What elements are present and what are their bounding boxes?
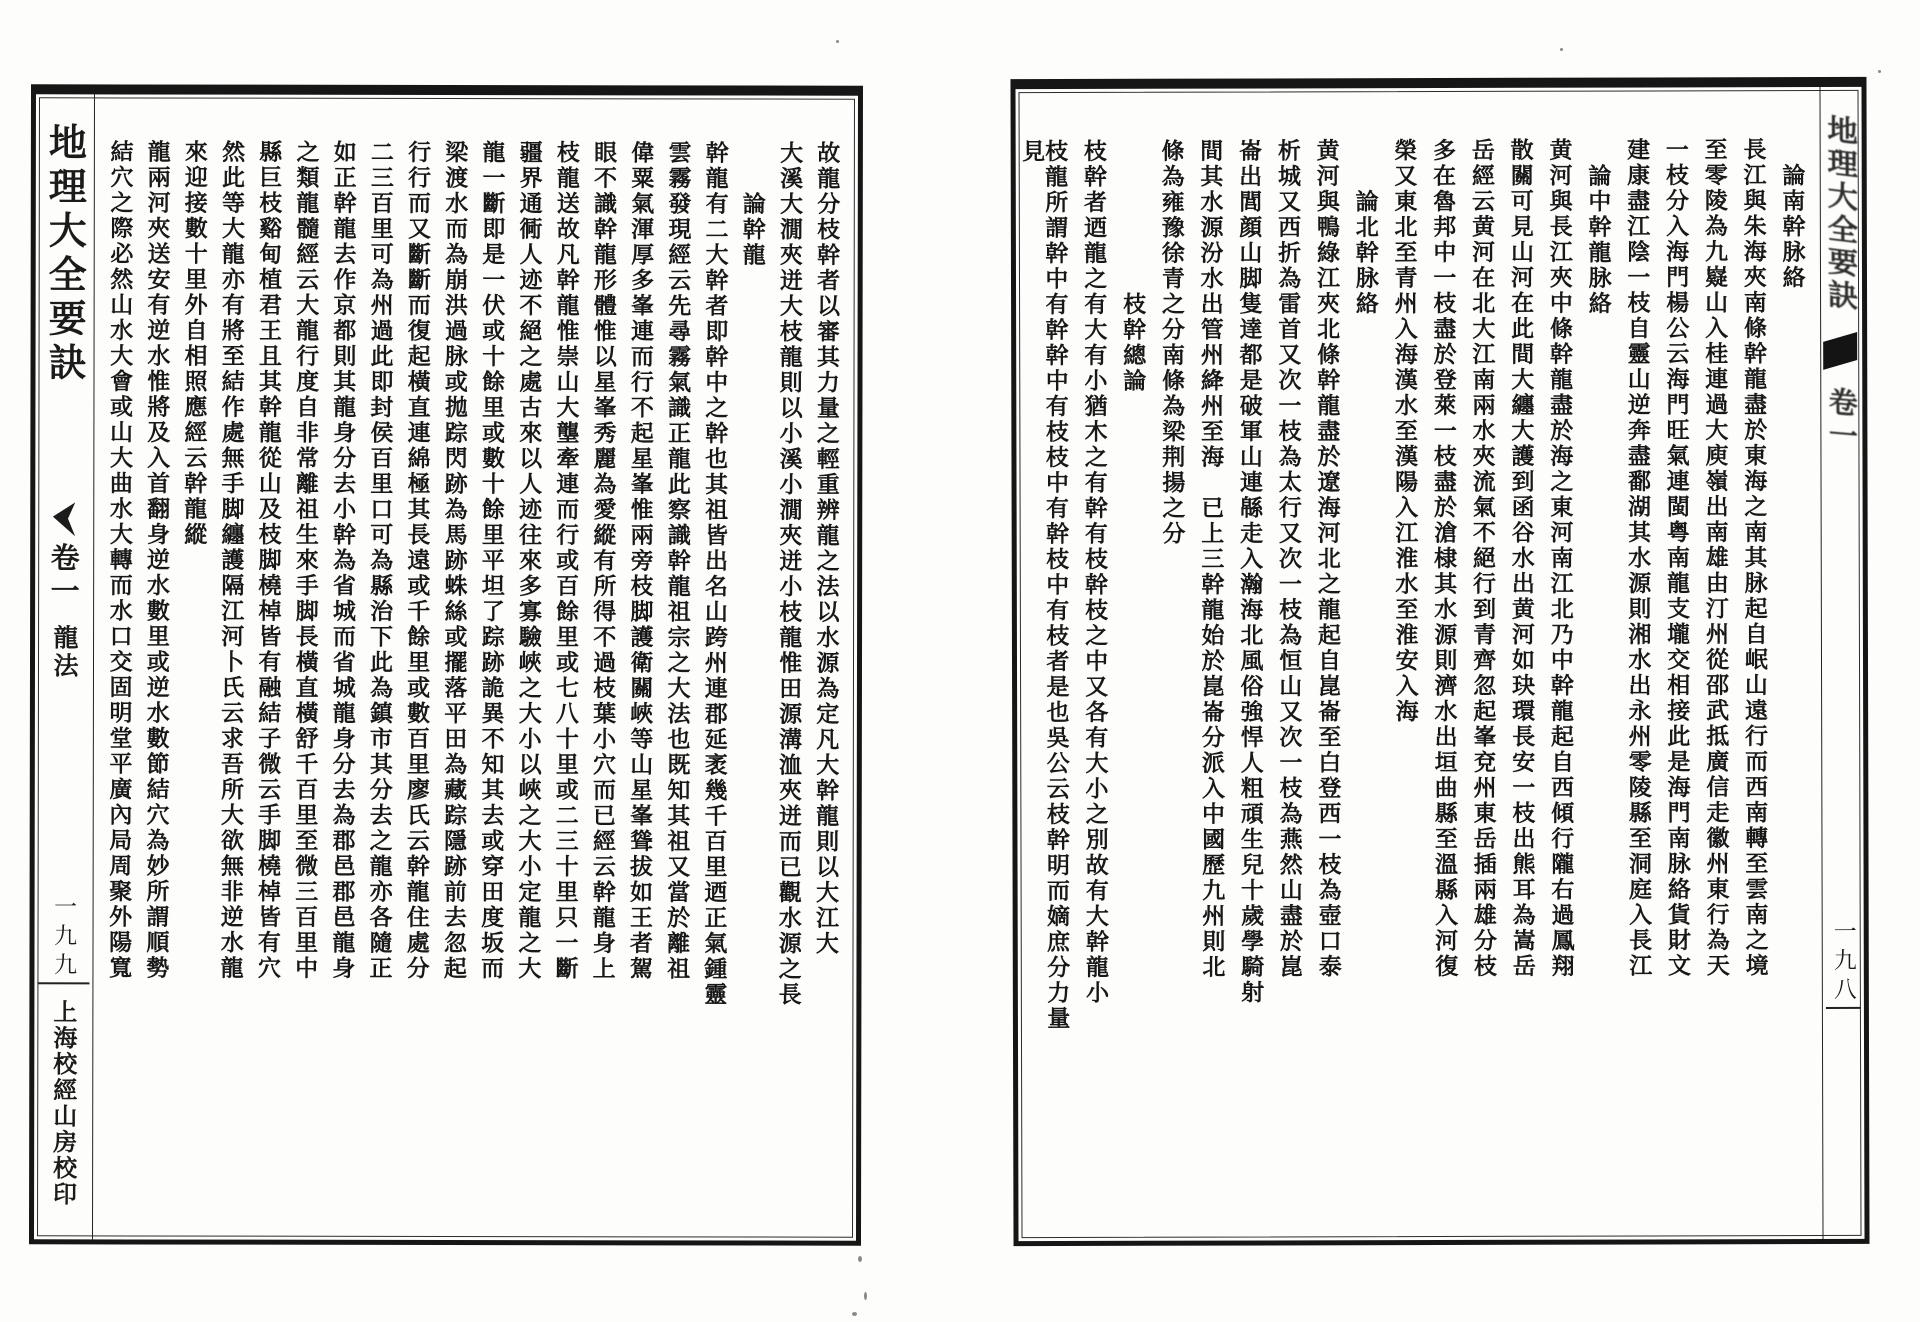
text-column: 之類龍髓經云大龍行度自非常離祖生來手脚長橫直橫舒千百里至微三百里中 xyxy=(291,139,319,982)
section-label: 龍法 xyxy=(49,624,80,681)
book-title: 地理大全要訣 xyxy=(1822,112,1859,316)
volume-label: 卷一 xyxy=(1824,385,1859,455)
text-column: 散關可見山河在此間大纏大護到函谷水出黄河如玦環長安一枝出熊耳為嵩岳 xyxy=(1506,137,1535,980)
spine-column-left xyxy=(34,94,95,1239)
text-column: 如正幹龍去作京都則其龍身分去小幹為省城而省城龍身分去為郡邑郡邑龍身 xyxy=(328,139,356,982)
text-column: 梁渡水而為崩洪過脉或拋踪閃跡為馬跡蛛絲或擺落平田為藏踪隱跡前去忽起 xyxy=(439,139,468,982)
text-column: 然此等大龍亦有將至結作處無手脚纏護隔江河卜氏云求吾所大欲無非逆水龍 xyxy=(216,139,245,982)
text-column: 析城又西折為雷首又次一枝為太行又次一枝為恒山又次一枝為燕然山盡於崑 xyxy=(1273,138,1303,980)
text-column: 至零陵為九嶷山入桂連過大庾嶺出南雄由汀州從邵武抵廣信走徽州東行為天 xyxy=(1700,137,1729,979)
section-header: 論幹龍 xyxy=(738,191,765,269)
text-column: 幹龍有二大幹者即幹中之幹也其祖皆出名山跨州連郡延袤幾千百里迺正氣鍾靈 xyxy=(700,140,728,1008)
text-column: 枝龍送故凡幹龍惟崇山大壟牽連而行或百餘里或七八十里或二三十里只一斷 xyxy=(551,140,579,982)
section-header: 論北幹脉絡 xyxy=(1351,189,1378,317)
text-column: 故龍分枝幹者以審其力量之輕重辨龍之法以水源為定凡大幹龍則以大江大 xyxy=(811,140,840,957)
section-header: 論中幹龍脉絡 xyxy=(1584,163,1611,317)
volume-label: 卷一 xyxy=(46,542,81,609)
fishtail-ornament-icon xyxy=(49,502,75,536)
text-column: 枝龍所謂幹中有幹幹中有枝枝中有幹枝中有枝者是也吳公云枝幹明而嫡庶分力量見 xyxy=(1018,138,1070,1032)
text-area-right xyxy=(1018,137,1812,1044)
text-column: 榮又東北至青州入海漢水至漢陽入江淮水至淮安入海 xyxy=(1390,138,1418,725)
ink-speck xyxy=(836,40,839,43)
text-column: 行行而又斷斷而復起橫直連綿極其長遠或千餘里或數百里廖氏云幹龍住處分 xyxy=(402,139,431,982)
ink-speck xyxy=(1878,70,1881,73)
ink-speck xyxy=(864,1292,867,1300)
ink-speck xyxy=(1560,48,1563,51)
fishtail-ornament-icon xyxy=(1823,332,1857,370)
text-column: 長江與朱海夾南條幹龍盡於東海之南其脉起自岷山遠行而西南轉至雲南之境 xyxy=(1739,137,1768,979)
text-column: 偉粟氣渾厚多峯連而行不起星峯惟兩旁枝脚護衛關峽等山星峯聳拔如王者駕 xyxy=(625,140,654,982)
text-column: 間其水源汾水出管州絳州至海 已上三幹龍始於崑崙分派入中國歷九州則北 xyxy=(1196,138,1225,981)
section-header: 枝幹總論 xyxy=(1119,291,1146,394)
ink-speck xyxy=(858,1256,862,1262)
spine-rule xyxy=(1826,1007,1861,1009)
text-column: 大溪大㵎夾迸大枝龍則以小溪小㵎夾迸小枝龍惟田源溝洫夾迸而已觀水源之長 xyxy=(774,140,803,1008)
text-column: 崙出閭顔山脚隻達都是破軍山連緜走入瀚海北風俗強悍人粗頑生兒十歲學騎射 xyxy=(1235,138,1264,1006)
text-column: 建康盡江陰一枝自靈山逆奔盡鄱湖其水源則湘水出永州零陵縣至洞庭入長江 xyxy=(1623,137,1652,980)
text-column: 龍一斷即是一伏或十餘里或數十餘里平坦了踪跡詭異不知其去或穿田度坂而 xyxy=(477,140,505,982)
book-page-right xyxy=(1010,77,1869,1246)
page-number: 一九八 xyxy=(1829,918,1856,1006)
text-column: 縣巨枝谿甸植君王且其幹龍從山及枝脚橈棹皆有融結子微云手脚橈棹皆有穴 xyxy=(253,139,282,982)
text-column: 二三百里可為州過此即封侯百里口可為縣治下此為鎮市其分去之龍亦各隨正 xyxy=(365,139,393,982)
text-column: 一枝分入海門楊公云海門旺氣連閩粤南龍支壠交相接此是海門南脉絡貨財文 xyxy=(1661,137,1691,979)
page-number: 一九九 xyxy=(49,894,77,982)
text-column: 龍兩河夾送安有逆水惟將及入首翻身逆水數里或逆水數節結穴為妙所謂順勢 xyxy=(142,139,170,982)
text-column: 枝幹者迺龍之有大有小猶木之有幹有枝幹枝之中又各有大小之別故有大幹龍小 xyxy=(1079,138,1109,1006)
text-column: 條為雍豫徐青之分南條為梁荆揚之分 xyxy=(1157,138,1185,547)
text-column: 結穴之際必然山水大會或山大曲水大轉而水口交固明堂平廣內局周聚外陽寬 xyxy=(105,139,133,981)
book-title: 地理大全要訣 xyxy=(41,122,87,387)
spine-rule xyxy=(37,982,89,984)
text-column: 來迎接數十里外自相照應經云幹龍縱 xyxy=(180,139,207,548)
text-column: 疆界通衕人迹不絕之處古來以人迹往來多寡驗峽之大小以峽之大小定龍之大 xyxy=(514,140,542,982)
text-column: 眼不識幹龍形體惟以星峯秀麗為愛縱有所得不過枝葉小穴而已經云幹龍身上 xyxy=(588,140,617,982)
text-column: 岳經云黄河在北大江南兩水夾流氣不絕行到青齊忽起峯兗州東岳插兩雄分枝 xyxy=(1467,137,1497,980)
text-column: 黄河與長江夾中條幹龍盡於海之東河南江北乃中幹龍起自西傾行隴右過鳳翔 xyxy=(1545,137,1574,980)
publisher-imprint: 上海校經山房校印 xyxy=(48,999,77,1208)
text-area-left xyxy=(98,139,844,1045)
text-column: 黄河與鴨綠江夾北條幹龍盡於遼海河北之龍起自崑崙至白登西一枝為壺口泰 xyxy=(1312,138,1341,980)
text-column: 多在魯邦中一枝盡於登萊一枝盡於滄棣其水源則濟水出垣曲縣至溫縣入河復 xyxy=(1429,137,1458,980)
book-page-left xyxy=(29,84,863,1245)
section-header: 論南幹脉絡 xyxy=(1778,163,1805,291)
spine-column-right xyxy=(1819,87,1864,1239)
text-column: 雲霧發現經云先尋霧氣識正龍此察識幹龍祖宗之大法也既知其祖又當於離祖 xyxy=(663,140,691,982)
ink-speck xyxy=(852,1312,857,1316)
